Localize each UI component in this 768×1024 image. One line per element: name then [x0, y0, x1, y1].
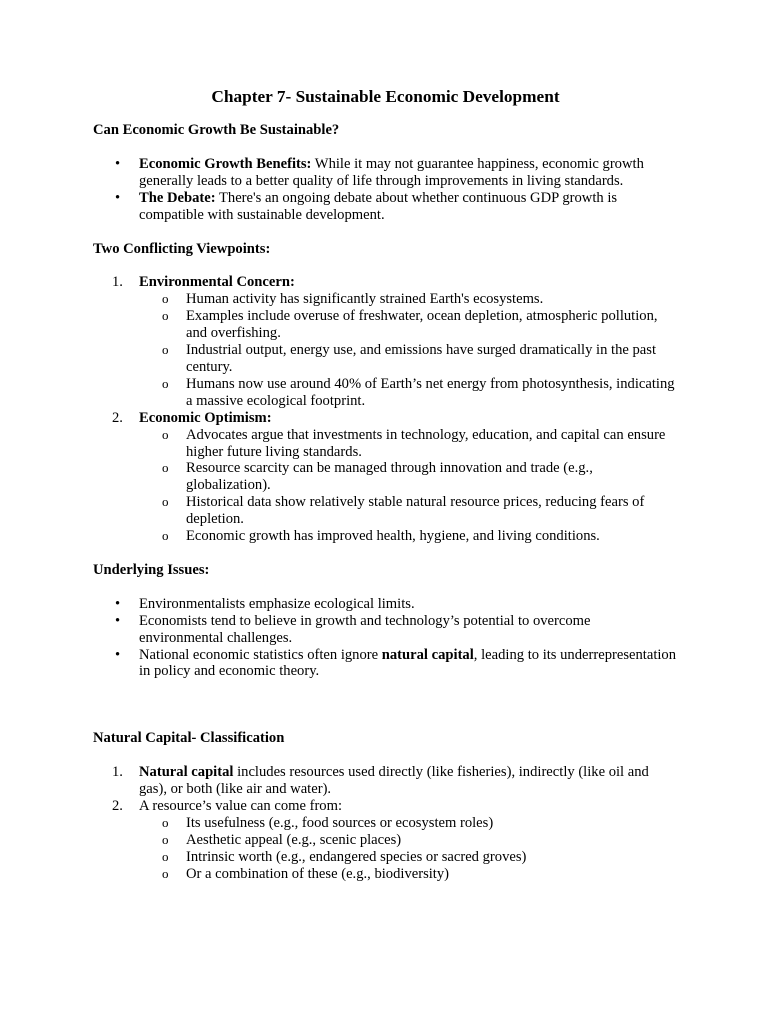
list-item: • Environmentalists emphasize ecological limits.	[93, 596, 678, 613]
list-item: 2. A resource’s value can come from: o Its usefulness (e.g., food sources or ecosystem roles) o Aesthetic appeal (e.g., scenic places) o Intrinsic worth (e.g., endangered species or sacred groves) o Or a combination of these (e.g., biodiversity)	[93, 798, 678, 883]
section-heading-sustainable: Can Economic Growth Be Sustainable?	[93, 122, 340, 138]
sub-list-item: o Human activity has significantly strained Earth's ecosystems.	[93, 291, 678, 308]
list-number: 2.	[112, 409, 123, 426]
list-number: 2.	[112, 798, 123, 815]
list-item	[93, 410, 678, 545]
list-item: • Economists tend to believe in growth and technology’s potential to overcome environmental challenges.	[93, 613, 678, 647]
sub-list	[139, 427, 678, 545]
list-item: • The Debate: There's an ongoing debate about whether continuous GDP growth is compatible with sustainable development.	[93, 190, 678, 224]
sub-list-item: o Its usefulness (e.g., food sources or ecosystem roles)	[93, 815, 678, 832]
sub-list-item: o Economic growth has improved health, hygiene, and living conditions.	[93, 528, 678, 545]
sub-list-item: o Advocates argue that investments in technology, education, and capital can ensure higher future living standards.	[93, 427, 678, 461]
sub-list-item: o Aesthetic appeal (e.g., scenic places)	[93, 832, 678, 849]
list-item: 1. Natural capital includes resources used directly (like fisheries), indirectly (like oil and gas), or both (like air and water).	[112, 764, 649, 798]
bullet-list-sustainable	[93, 156, 678, 224]
sub-list-item: o Or a combination of these (e.g., biodiversity)	[93, 866, 678, 883]
sub-list	[139, 815, 678, 883]
sub-list-item: o Historical data show relatively stable natural resource prices, reducing fears of depletion.	[93, 494, 678, 528]
sub-list-item: o Examples include overuse of freshwater, ocean depletion, atmospheric pollution, and overfishing.	[93, 308, 678, 342]
section-heading-classification: Natural Capital- Classification	[93, 730, 285, 747]
list-item-label: Economic Optimism:	[139, 409, 272, 426]
section-heading-underlying: Underlying Issues:	[93, 561, 210, 578]
bullet-list-underlying	[93, 596, 678, 681]
sub-list-item: o Intrinsic worth (e.g., endangered species or sacred groves)	[93, 849, 678, 866]
list-item-label: Environmental Concern:	[139, 274, 295, 291]
list-item: • National economic statistics often ignore natural capital, leading to its underrepresentation in policy and economic theory.	[93, 647, 678, 681]
sub-list	[139, 291, 678, 409]
sub-list-item: o Industrial output, energy use, and emissions have surged dramatically in the past century.	[93, 342, 678, 376]
numbered-list-classification	[93, 764, 678, 882]
page-title: Chapter 7- Sustainable Economic Development	[211, 87, 560, 106]
sub-list-item: o Humans now use around 40% of Earth’s net energy from photosynthesis, indicating a massive ecological footprint.	[93, 376, 678, 410]
list-number: 1.	[112, 274, 123, 291]
list-item	[93, 274, 678, 409]
section-heading-viewpoints: Two Conflicting Viewpoints:	[93, 240, 271, 257]
list-number: 1.	[112, 764, 123, 781]
sub-list-item: o Resource scarcity can be managed through innovation and trade (e.g., globalization).	[93, 460, 678, 494]
document-page	[93, 86, 678, 883]
list-item: • Economic Growth Benefits: While it may not guarantee happiness, economic growth generally leads to a better quality of life through improvements in living standards.	[93, 156, 678, 190]
numbered-list-viewpoints	[93, 274, 678, 545]
